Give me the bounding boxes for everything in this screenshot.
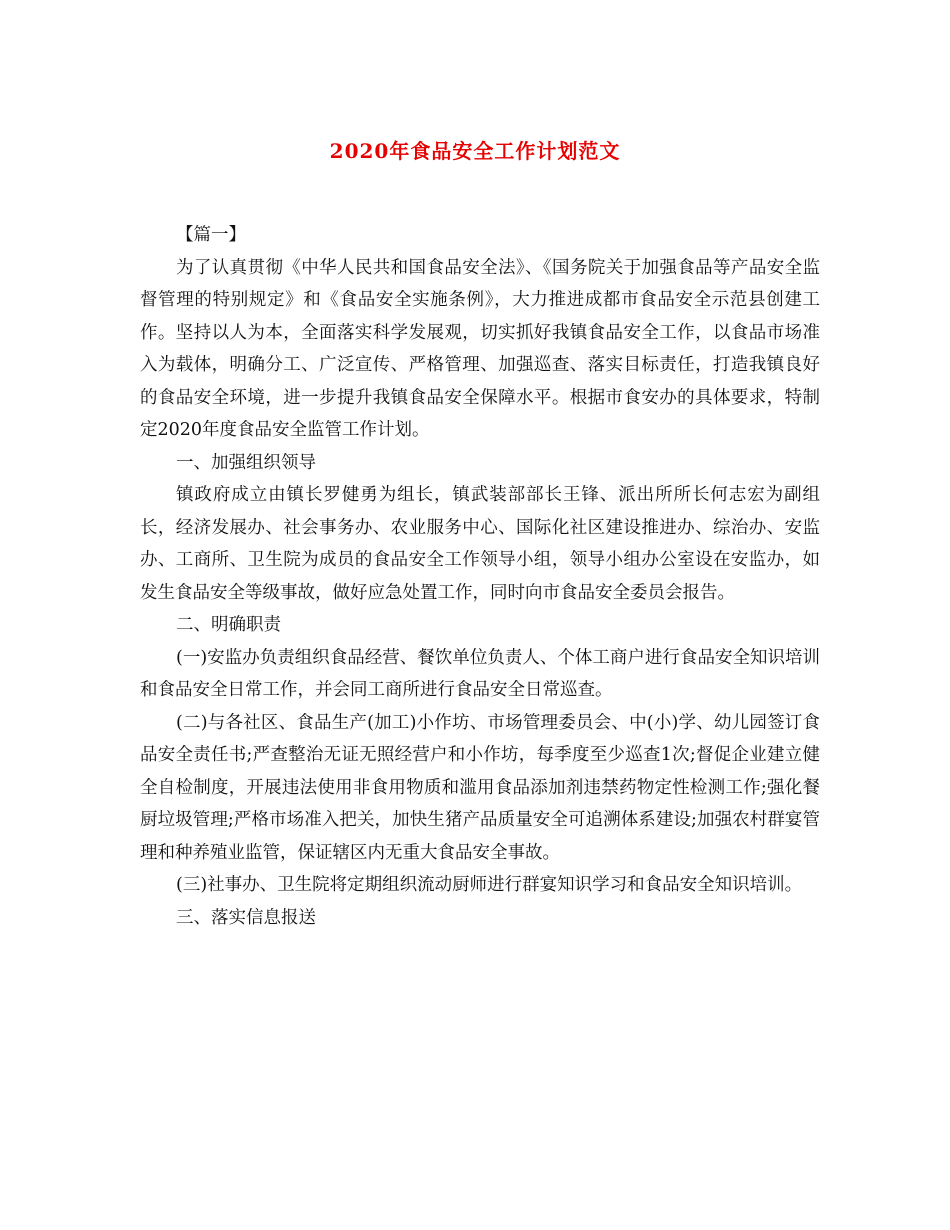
section-heading: 一、加强组织领导 <box>176 452 316 473</box>
paragraph: (二)与各社区、食品生产(加工)小作坊、市场管理委员会、中(小)学、幼儿园签订食品安全责任书;严查整治无证无照经营户和小作坊，每季度至少巡查1次;督促企业建立健全自检制度，开展违法使用非食用物质和滥用食品添加剂违禁药物定性检测工作;强化餐厨垃圾管理;严格市场准入把关，加快生猪产品质量安全可追溯体系建设;加强农村群宴管理和种养殖业监管，保证辖区内无重大食品安全事故。 <box>140 712 820 863</box>
document-body <box>140 219 820 934</box>
paragraph: 为了认真贯彻《中华人民共和国食品安全法》、《国务院关于加强食品等产品安全监督管理的特别规定》和《食品安全实施条例》，大力推进成都市食品安全示范县创建工作。坚持以人为本，全面落实科学发展观，切实抓好我镇食品安全工作，以食品市场准入为载体，明确分工、广泛宣传、严格管理、加强巡查、落实目标责任，打造我镇良好的食品安全环境，进一步提升我镇食品安全保障水平。根据市食安办的具体要求，特制定2020年度食品安全监管工作计划。 <box>140 257 820 440</box>
section-label: 【篇一】 <box>176 225 246 245</box>
paragraph: 镇政府成立由镇长罗健勇为组长，镇武装部部长王锋、派出所所长何志宏为副组长，经济发展办、社会事务办、农业服务中心、国际化社区建设推进办、综治办、安监办、工商所、卫生院为成员的食品安全工作领导小组，领导小组办公室设在安监办，如发生食品安全等级事故，做好应急处置工作，同时向市食品安全委员会报告。 <box>140 485 820 603</box>
page-title: 2020年食品安全工作计划范文 <box>329 139 621 163</box>
paragraph: (三)社事办、卫生院将定期组织流动厨师进行群宴知识学习和食品安全知识培训。 <box>176 875 803 895</box>
section-heading: 二、明确职责 <box>176 615 281 635</box>
paragraph: (一)安监办负责组织食品经营、餐饮单位负责人、个体工商户进行食品安全知识培训和食品安全日常工作，并会同工商所进行食品安全日常巡查。 <box>140 647 820 700</box>
section-heading: 三、落实信息报送 <box>176 907 316 928</box>
